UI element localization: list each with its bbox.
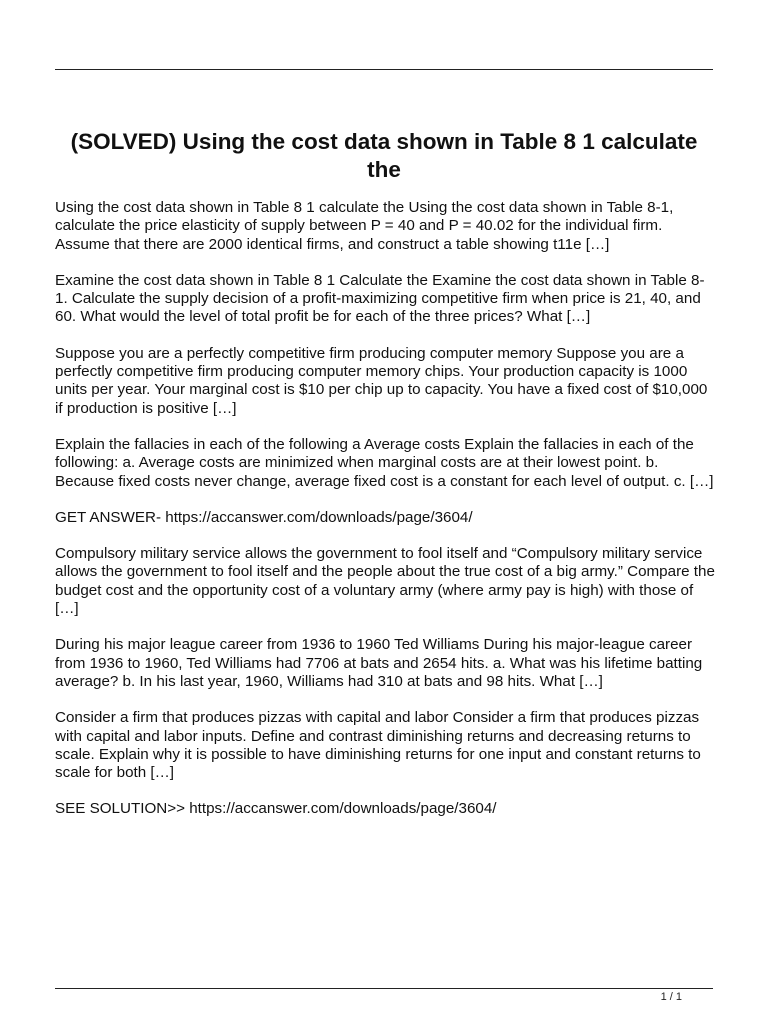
document-body bbox=[55, 199, 717, 837]
header-rule bbox=[55, 69, 713, 70]
footer-rule bbox=[55, 988, 713, 989]
paragraph-pizza-firm: Consider a firm that produces pizzas with capital and labor Consider a firm that produces pizzas with capital and labor inputs. Define and contrast diminishing returns and decreasing returns to scale. Explain why it is possible to have diminishing returns for one input and constant returns to scale for both […] bbox=[55, 709, 701, 782]
paragraph-fallacies: Explain the fallacies in each of the following a Average costs Explain the fallacies in each of the following: a. Average costs are minimized when marginal costs are at their lowest point. b. Because fixed costs never change, average fixed cost is a constant for each level of output. c. […] bbox=[55, 435, 714, 490]
page-title: (SOLVED) Using the cost data shown in Table 8 1 calculate the bbox=[70, 129, 698, 182]
page-number: 1 / 1 bbox=[660, 991, 682, 1003]
paragraph-cost-data-elasticity: Using the cost data shown in Table 8 1 calculate the Using the cost data shown in Table 8-1, calculate the price elasticity of supply between P = 40 and P = 40.02 for the individual firm. Assume that there are 2000 identical firms, and construct a table showing t11e […] bbox=[55, 199, 674, 253]
get-answer-link[interactable]: GET ANSWER- https://accanswer.com/downloads/page/3604/ bbox=[55, 508, 473, 526]
paragraph-memory-chip-firm: Suppose you are a perfectly competitive firm producing computer memory Suppose you are a perfectly competitive firm producing computer memory chips. Your production capacity is 1000 units per year. Your marginal cost is $10 per chip up to capacity. You have a fixed cost of $10,000 if production is positive […] bbox=[55, 344, 708, 417]
paragraph-examine-cost-data: Examine the cost data shown in Table 8 1 Calculate the Examine the cost data shown in Table 8-1. Calculate the supply decision of a profit-maximizing competitive firm when price is 21, 40, and 60. What would the level of total profit be for each of the three prices? What […] bbox=[55, 271, 705, 326]
see-solution-link[interactable]: SEE SOLUTION>> https://accanswer.com/downloads/page/3604/ bbox=[55, 800, 497, 818]
paragraph-military-service: Compulsory military service allows the government to fool itself and “Compulsory military service allows the government to fool itself and the people about the true cost of a big army.” Compare the budget cost and the opportunity cost of a voluntary army (where army pay is high) with those of […] bbox=[55, 545, 715, 618]
paragraph-ted-williams: During his major league career from 1936 to 1960 Ted Williams During his major-league career from 1936 to 1960, Ted Williams had 7706 at bats and 2654 hits. a. What was his lifetime batting average? b. In his last year, 1960, Williams had 310 at bats and 98 hits. What […] bbox=[55, 636, 703, 690]
